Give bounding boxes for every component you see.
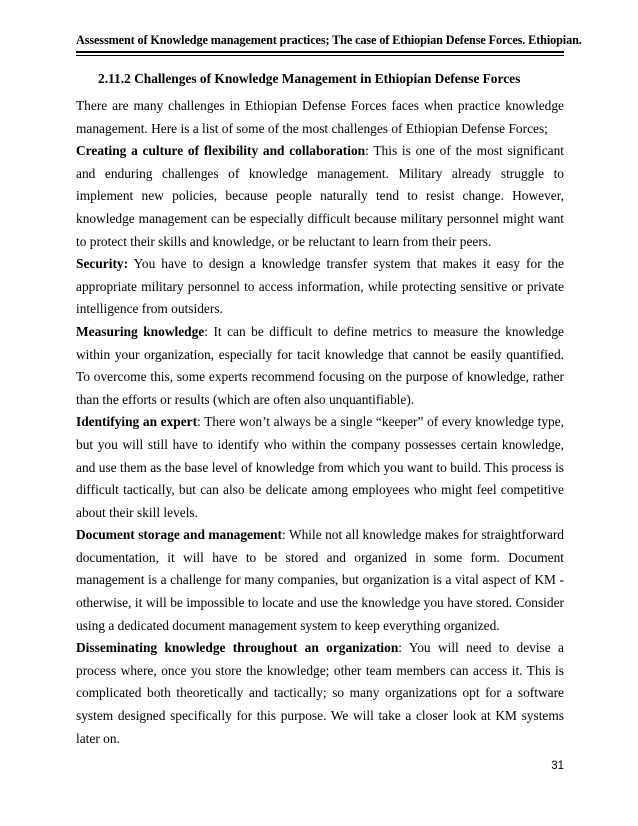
challenge-text: It can be difficult to define metrics to measure the knowledge within your organization, especially for tacit knowledge that cannot be easily quantified. To overcome this, some experts recommend focusing on the purpose of knowledge, rather than the efforts or results (which are often also unquantifiable).: [76, 323, 564, 407]
term-separator: :: [398, 640, 409, 656]
section-heading: 2.11.2 Challenges of Knowledge Management in Ethiopian Defense Forces: [98, 71, 521, 86]
term-separator: :: [365, 143, 374, 159]
header-rule-thick: [76, 51, 564, 53]
header-rule-thin: [76, 55, 564, 56]
challenge-term: Disseminating knowledge throughout an organization: [76, 640, 399, 656]
term-separator: :: [197, 414, 205, 430]
term-separator: :: [282, 527, 289, 543]
challenge-paragraph: [76, 411, 564, 524]
challenge-text: You will need to devise a process where, once you store the knowledge; other team members can access it. This is complicated both theoretically and tactically; so many organizations opt for a software system designed specifically for this purpose. We will take a closer look at KM systems later on.: [76, 640, 565, 746]
challenge-term: Measuring knowledge: [76, 323, 205, 339]
challenge-text: There won’t always be a single “keeper” of every knowledge type, but you will still have to identify who within the company possesses certain knowledge, and use them as the base level of knowledge from which you want to build. This process is difficult tactically, but can also be delicate among employees who might feel competitive about their skill levels.: [76, 414, 565, 520]
challenge-text: You have to design a knowledge transfer system that makes it easy for the appropriate military personnel to access information, while protecting sensitive or private intelligence from outsiders.: [76, 256, 564, 317]
challenge-term: Security:: [76, 256, 129, 272]
term-separator: :: [204, 323, 214, 339]
challenge-text: While not all knowledge makes for straightforward documentation, it will have to be stored and organized in some form. Document management is a challenge for many companies, but organization is a vital aspect of KM - otherwise, it will be impossible to locate and use the knowledge you have stored. Consider using a dedicated document management system to keep everything organized.: [76, 527, 564, 633]
challenge-paragraph: [76, 524, 564, 637]
running-header: Assessment of Knowledge management practices; The case of Ethiopian Defense Forces. Ethiopian.: [76, 33, 582, 47]
challenge-term: Creating a culture of flexibility and collaboration: [76, 143, 366, 159]
challenge-text: This is one of the most significant and enduring challenges of knowledge management. Military already struggle to implement new policies, because people naturally tend to resist change. However, knowledge management can be especially difficult because military personnel might want to protect their skills and knowledge, or be reluctant to learn from their peers.: [76, 143, 564, 249]
intro-paragraph: There are many challenges in Ethiopian Defense Forces faces when practice knowledge management. Here is a list of some of the most challenges of Ethiopian Defense Forces;: [76, 98, 564, 136]
challenge-paragraph: [76, 321, 564, 411]
challenge-term: Identifying an expert: [76, 414, 198, 430]
challenge-paragraph: [76, 637, 564, 750]
challenge-term: Document storage and management: [76, 527, 282, 543]
body-text: [76, 95, 564, 750]
challenge-paragraph: [76, 253, 564, 321]
challenge-paragraph: [76, 140, 564, 253]
page-number: 31: [551, 760, 564, 772]
